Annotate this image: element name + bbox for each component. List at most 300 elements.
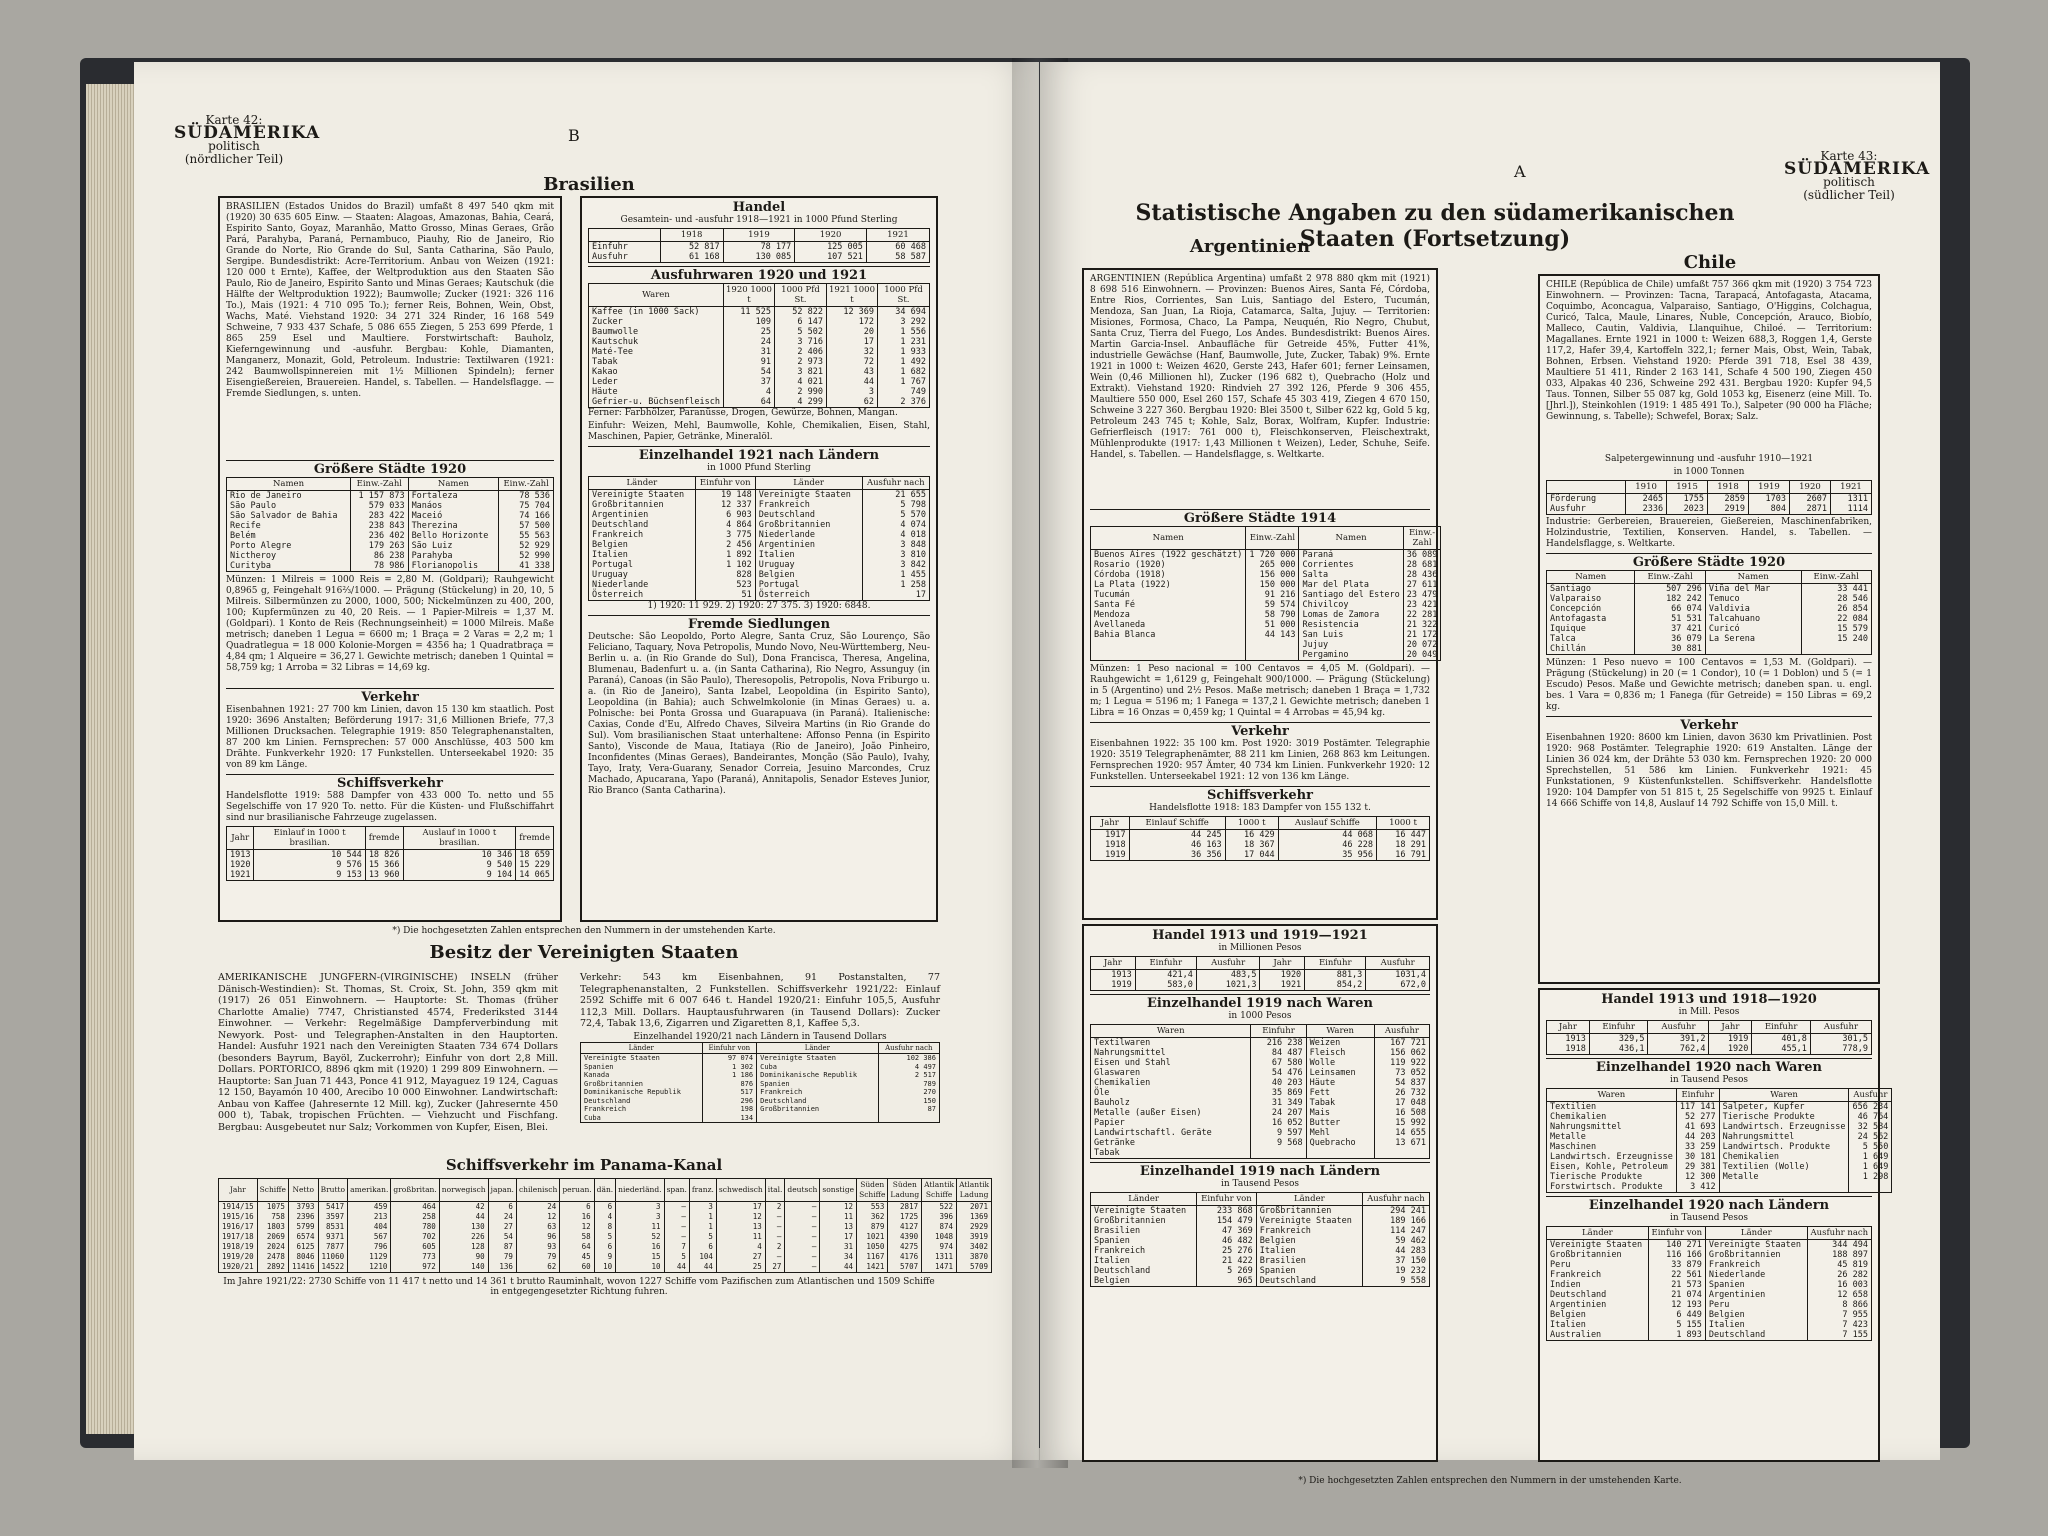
table-cell: 421,4 xyxy=(1135,970,1196,981)
table-cell: 54 xyxy=(723,367,774,377)
table-cell: 3 775 xyxy=(695,530,755,540)
table-row xyxy=(1091,580,1441,590)
table-cell: 8046 xyxy=(288,1252,318,1262)
table-cell: Buenos Aires (1922 geschätzt) xyxy=(1091,550,1246,561)
table-cell: 2 456 xyxy=(695,540,755,550)
table-cell: 25 276 xyxy=(1197,1246,1257,1256)
table-cell: 1167 xyxy=(857,1252,888,1262)
table-cell: Metalle xyxy=(1547,1132,1677,1142)
table-cell: Metalle (außer Eisen) xyxy=(1091,1108,1251,1118)
table-header-cell: Einfuhr von xyxy=(695,477,755,490)
table-cell: 51 000 xyxy=(1246,620,1299,630)
table-cell: 62 xyxy=(516,1262,559,1273)
table-cell: 455,1 xyxy=(1752,1044,1811,1055)
table-cell: Jujuy xyxy=(1299,640,1403,650)
table-header-cell: Waren xyxy=(1719,1089,1849,1102)
table-cell: 12 300 xyxy=(1676,1172,1719,1182)
handel-sub: Gesamtein- und -ausfuhr 1918—1921 in 1000 Pfund Sterling xyxy=(620,215,898,225)
table-cell: 1920/21 xyxy=(219,1262,258,1273)
table-cell: Maté-Tee xyxy=(589,347,724,357)
ausfuhr-table xyxy=(588,283,930,408)
chile-salp-table xyxy=(1546,480,1872,515)
table-cell: 28 436 xyxy=(1403,570,1441,580)
table-cell: 2071 xyxy=(957,1202,992,1213)
brasilien-schiff-table xyxy=(226,826,554,881)
table-cell: Indien xyxy=(1547,1280,1649,1290)
table-cell: Frankreich xyxy=(1705,1260,1807,1270)
table-cell: Niederlande xyxy=(755,530,862,540)
table-cell: 22 561 xyxy=(1648,1270,1705,1280)
besitz-title: Besitz der Vereinigten Staaten xyxy=(429,942,739,963)
table-cell: 134 xyxy=(702,1114,757,1123)
right-title: Statistische Angaben zu den südamerikanischen Staaten (Fortsetzung) xyxy=(1135,200,1735,252)
table-cell: 28 681 xyxy=(1403,560,1441,570)
chile-staedte-title: Größere Städte 1920 xyxy=(1546,553,1872,568)
table-cell: Niederlande xyxy=(589,580,696,590)
table-cell: 1918 xyxy=(1091,840,1130,850)
table-cell: 54 xyxy=(488,1232,516,1242)
table-cell: 2023 xyxy=(1667,504,1708,515)
arg-laender-table xyxy=(1090,1192,1430,1287)
table-cell: 778,9 xyxy=(1810,1044,1871,1055)
table-cell xyxy=(757,1114,879,1123)
table-cell: 27 xyxy=(488,1222,516,1232)
table-cell: 6 xyxy=(594,1242,616,1252)
table-cell: 52 277 xyxy=(1676,1112,1719,1122)
table-cell: 1 157 873 xyxy=(351,491,409,502)
table-cell: 656 234 xyxy=(1849,1102,1892,1113)
table-cell: 75 704 xyxy=(499,501,554,511)
table-cell: 14 655 xyxy=(1374,1128,1429,1138)
table-cell: 5707 xyxy=(888,1262,922,1273)
table-cell: Österreich xyxy=(755,590,862,601)
table-row xyxy=(1547,1152,1892,1162)
table-cell: 1917/18 xyxy=(219,1232,258,1242)
table-cell: Frankreich xyxy=(589,530,696,540)
table-cell: 30 881 xyxy=(1635,644,1705,655)
table-cell: 45 819 xyxy=(1807,1260,1871,1270)
table-cell: San Luis xyxy=(1299,630,1403,640)
table-cell: 804 xyxy=(1749,504,1790,515)
table-cell: 47 369 xyxy=(1197,1226,1257,1236)
table-header-cell: Einfuhr xyxy=(1305,957,1366,970)
table-cell: 31 xyxy=(820,1242,857,1252)
table-cell: 3 xyxy=(826,387,877,397)
table-row xyxy=(1091,1246,1430,1256)
table-header-cell: Ausfuhr nach xyxy=(862,477,929,490)
table-cell: 128 xyxy=(439,1242,488,1252)
besitz-right-text: Verkehr: 543 km Eisenbahnen, 91 Postanstalten, 77 Telegraphenanstalten, 2 Funkstellen. Schiffsverkehr 1921/22: Einlauf 2592 Schiffe mit 6 007 646 t. Handel 1920/21: Einfuhr 105,5, Ausfuhr 112,3 Mill. Dollars. Hauptausfuhrwaren (in Tausend Dollars): Zucker 72,4, Tabak 13,6, Zigarren und Zigaretten 8,1, Kaffee 5,3. xyxy=(580,972,940,1029)
table-cell: Mar del Plata xyxy=(1299,580,1403,590)
table-cell: Textilien (Wolle) xyxy=(1719,1162,1849,1172)
table-cell: 1 649 xyxy=(1849,1162,1892,1172)
table-cell: Landwirtschaftl. Geräte xyxy=(1091,1128,1251,1138)
chile-salp-title: Salpetergewinnung und -ausfuhr 1910—1921 xyxy=(1604,454,1814,464)
table-cell: Vereinigte Staaten xyxy=(755,490,862,501)
table-cell: 17 xyxy=(716,1202,765,1213)
table-cell: Häute xyxy=(589,387,724,397)
table-cell: 1210 xyxy=(348,1262,391,1273)
table-cell: 5 798 xyxy=(862,500,929,510)
table-cell: 52 xyxy=(616,1232,664,1242)
table-cell: Vereinigte Staaten xyxy=(1547,1240,1649,1251)
table-cell: 7877 xyxy=(318,1242,348,1252)
table-cell: 64 xyxy=(723,397,774,408)
table-cell: 1917 xyxy=(1091,830,1130,841)
table-cell: Spanien xyxy=(1256,1266,1362,1276)
table-header-cell: Länder xyxy=(1547,1227,1649,1240)
table-cell: 583,0 xyxy=(1135,980,1196,991)
table-header-cell: Ausfuhr xyxy=(1196,957,1260,970)
table-header-cell: Jahr xyxy=(1547,1021,1590,1034)
table-cell: 1919/20 xyxy=(219,1252,258,1262)
table-cell: 5799 xyxy=(288,1222,318,1232)
table-cell: Belgien xyxy=(755,570,862,580)
table-cell: 23 479 xyxy=(1403,590,1441,600)
table-cell: Deutschland xyxy=(1091,1266,1197,1276)
table-header-cell: Einw.-Zahl xyxy=(1801,571,1871,584)
table-cell: 24 207 xyxy=(1251,1108,1306,1118)
table-row xyxy=(227,870,554,881)
table-cell: 2024 xyxy=(257,1242,288,1252)
table-header-cell: sonstige xyxy=(820,1179,857,1202)
table-row xyxy=(227,541,554,551)
table-cell: 9 xyxy=(594,1252,616,1262)
table-cell: 182 242 xyxy=(1635,594,1705,604)
table-cell: Argentinien xyxy=(1547,1300,1649,1310)
table-cell: 879 xyxy=(857,1222,888,1232)
table-cell: 7 xyxy=(664,1242,689,1252)
table-cell: 60 xyxy=(560,1262,594,1273)
table-cell: 26 854 xyxy=(1801,604,1871,614)
left-letter: B xyxy=(568,126,580,145)
table-header-cell: Namen xyxy=(1299,527,1403,550)
table-header-cell: 1920 xyxy=(795,229,867,242)
table-cell: Vereinigte Staaten xyxy=(589,490,696,501)
table-cell: 91 xyxy=(723,357,774,367)
table-cell: Landwirtsch. Produkte xyxy=(1719,1142,1849,1152)
table-cell: 54 837 xyxy=(1374,1078,1429,1088)
table-cell: Forstwirtsch. Produkte xyxy=(1547,1182,1677,1193)
table-row xyxy=(1547,604,1872,614)
table-cell: Belgien xyxy=(589,540,696,550)
table-cell: 974 xyxy=(922,1242,957,1252)
table-row xyxy=(1547,1250,1872,1260)
table-cell: 18 826 xyxy=(365,850,403,861)
table-cell: Valparaiso xyxy=(1547,594,1635,604)
table-cell: 24 xyxy=(516,1202,559,1213)
table-cell: 1048 xyxy=(922,1232,957,1242)
table-header-cell: 1919 xyxy=(723,229,795,242)
table-cell: 14 065 xyxy=(516,870,554,881)
right-sub1: politisch xyxy=(1823,175,1875,189)
arg-muenzen: Münzen: 1 Peso nacional = 100 Centavos = 4,05 M. (Goldpari). — Rauhgewicht = 1,6129 g, Feingehalt 900/1000. — Prägung (Stückelung) in 5 (Argentino) und 2½ Pesos. Maße metrisch; daneben 1 Braça = 1,732 m; 1 Legua = 5196 m; 1 Fanega = 137,2 l. Gewichte metrisch; daneben 1 Libra = 16 Onzas = 0,459 kg; 1 Quintal = 4 Arrobas = 45,94 kg. xyxy=(1090,664,1430,718)
table-cell: Salta xyxy=(1299,570,1403,580)
table-cell: Brasilien xyxy=(1091,1226,1197,1236)
table-cell: 2396 xyxy=(288,1212,318,1222)
table-cell: 74 166 xyxy=(499,511,554,521)
table-row xyxy=(219,1202,992,1213)
table-cell: 3 842 xyxy=(862,560,929,570)
table-cell: 87 xyxy=(488,1242,516,1252)
table-cell: Großbritannien xyxy=(755,520,862,530)
right-map-header xyxy=(1784,149,1931,202)
table-row xyxy=(1547,1330,1872,1341)
table-cell: 37 421 xyxy=(1635,624,1705,634)
chile-muenzen: Münzen: 1 Peso nuevo = 100 Centavos = 1,53 M. (Goldpari). — Prägung (Stückelung) in 20 (= 1 Condor), 10 (= 1 Doblon) und 5 (= 1 Escudo) Pesos. Maße und Gewichte metrisch; daneben span. u. engl. bes. 1 Vara = 0,836 m; 1 Fanega (für Getreide) = 150 Libras = 69,2 kg. xyxy=(1546,658,1872,712)
brasilien-verkehr-text: Eisenbahnen 1921: 27 700 km Linien, davon 15 130 km staatlich. Post 1920: 3696 Anstalten; Beförderung 1917: 31,6 Millionen Briefe, 77,3 Millionen Drucksachen. Telegraphie 1919: 850 Telegraphenanstalten, 87 200 km Linien. Fernsprechen: 57 000 Anschlüsse, 403 500 km Drähte. Funkverkehr 1920: 17 Funkstellen. Unterseekabel 1920: 35 von 89 km Länge. xyxy=(226,705,554,770)
table-header-cell: Einfuhr von xyxy=(702,1042,757,1054)
table-cell: 96 xyxy=(516,1232,559,1242)
table-cell: Rosario (1920) xyxy=(1091,560,1246,570)
table-row xyxy=(581,1088,940,1097)
right-letter: A xyxy=(1514,162,1526,181)
table-cell: 5 570 xyxy=(862,510,929,520)
table-cell xyxy=(1091,640,1246,650)
table-cell: 16 508 xyxy=(1374,1108,1429,1118)
einzel-title: Einzelhandel 1921 nach Ländern xyxy=(588,446,930,461)
table-header-cell: Ausfuhr xyxy=(1810,1021,1871,1034)
table-cell: Fortaleza xyxy=(408,491,499,502)
table-cell: 5 xyxy=(664,1252,689,1262)
table-cell: 7 955 xyxy=(1807,1310,1871,1320)
table-cell: 672,0 xyxy=(1366,980,1430,991)
table-cell: Paraná xyxy=(1299,550,1403,561)
table-header-cell: niederländ. xyxy=(616,1179,664,1202)
table-cell: 3919 xyxy=(957,1232,992,1242)
table-cell: 44 xyxy=(664,1262,689,1273)
table-cell: 3 821 xyxy=(775,367,827,377)
table-header-cell: Jahr xyxy=(227,827,254,850)
table-cell: Spanien xyxy=(581,1063,703,1072)
table-cell: 2 990 xyxy=(775,387,827,397)
table-cell: 567 xyxy=(348,1232,391,1242)
table-row xyxy=(227,521,554,531)
table-header-cell: Einlauf in 1000 t brasilian. xyxy=(254,827,365,850)
table-cell: Kakao xyxy=(589,367,724,377)
table-cell: Frankreich xyxy=(581,1105,703,1114)
table-cell: 2859 xyxy=(1708,494,1749,505)
table-cell: 16 429 xyxy=(1225,830,1278,841)
table-cell: 11 xyxy=(616,1222,664,1232)
table-cell: 19 232 xyxy=(1362,1266,1429,1276)
table-cell: 1021 xyxy=(857,1232,888,1242)
table-cell: Lomas de Zamora xyxy=(1299,610,1403,620)
table-cell: 33 879 xyxy=(1648,1260,1705,1270)
arg-handel-table xyxy=(1090,956,1430,991)
table-cell: 44 xyxy=(439,1212,488,1222)
left-footnote: *) Die hochgesetzten Zahlen entsprechen den Nummern in der umstehenden Karte. xyxy=(392,926,776,936)
table-row xyxy=(1091,1098,1430,1108)
table-cell: 1725 xyxy=(888,1212,922,1222)
table-cell: 27 xyxy=(716,1252,765,1262)
table-header-cell: Einw.-Zahl xyxy=(1246,527,1299,550)
table-cell: 3 412 xyxy=(1676,1182,1719,1193)
einzel-foot: 1) 1920: 11 929. 2) 1920: 27 375. 3) 1920: 6848. xyxy=(647,601,871,611)
table-cell: Spanien xyxy=(757,1080,879,1089)
table-cell: 6 xyxy=(488,1202,516,1213)
table-cell: Eisen und Stahl xyxy=(1091,1058,1251,1068)
chile-waren-sub: in Tausend Pesos xyxy=(1670,1075,1748,1085)
table-row xyxy=(1091,1128,1430,1138)
table-row xyxy=(1091,1256,1430,1266)
table-cell: Belgien xyxy=(1091,1276,1197,1287)
table-cell: 1918 xyxy=(1547,1044,1590,1055)
table-cell: Tierische Produkte xyxy=(1719,1112,1849,1122)
table-row xyxy=(1547,1182,1892,1193)
table-cell: Tabak xyxy=(1091,1148,1251,1159)
arg-handel-sub: in Millionen Pesos xyxy=(1218,943,1302,953)
table-header-cell: Süden Ladung xyxy=(888,1179,922,1202)
table-cell: 965 xyxy=(1197,1276,1257,1287)
table-cell: Ausfuhr xyxy=(1547,504,1626,515)
table-row xyxy=(1091,640,1441,650)
right-sub2: (südlicher Teil) xyxy=(1803,188,1895,202)
table-row xyxy=(1547,624,1872,634)
table-cell: Tierische Produkte xyxy=(1547,1172,1677,1182)
table-cell: 15 992 xyxy=(1374,1118,1429,1128)
table-cell: 44 203 xyxy=(1676,1132,1719,1142)
table-cell: 44 245 xyxy=(1129,830,1225,841)
table-cell: Portugal xyxy=(755,580,862,590)
table-cell: 2 xyxy=(765,1242,785,1252)
table-cell: 16 791 xyxy=(1376,850,1429,861)
table-cell: 9 558 xyxy=(1362,1276,1429,1287)
chile-handel-box xyxy=(1538,988,1889,1462)
table-cell: 1803 xyxy=(257,1222,288,1232)
table-cell: 2478 xyxy=(257,1252,288,1262)
table-cell: Bauholz xyxy=(1091,1098,1251,1108)
table-cell: Italien xyxy=(1705,1320,1807,1330)
table-cell: Chivilcoy xyxy=(1299,600,1403,610)
table-cell: 3 848 xyxy=(862,540,929,550)
table-cell: 2929 xyxy=(957,1222,992,1232)
table-cell: Mehl xyxy=(1306,1128,1374,1138)
table-header-cell: Ausfuhr xyxy=(1849,1089,1892,1102)
table-cell: — xyxy=(765,1222,785,1232)
table-header-cell: Länder xyxy=(589,477,696,490)
arg-verkehr-title: Verkehr xyxy=(1090,722,1430,737)
table-cell: 4 074 xyxy=(862,520,929,530)
table-cell: 6 147 xyxy=(775,317,827,327)
table-row xyxy=(227,551,554,561)
table-cell: 130 085 xyxy=(723,252,795,263)
table-cell: 41 338 xyxy=(499,561,554,572)
table-cell: 796 xyxy=(348,1242,391,1252)
table-cell: Frankreich xyxy=(757,1088,879,1097)
table-cell: Frankreich xyxy=(1091,1246,1197,1256)
table-cell: Spanien xyxy=(1705,1280,1807,1290)
table-cell: 4 864 xyxy=(695,520,755,530)
table-cell: 9 568 xyxy=(1251,1138,1306,1148)
table-row xyxy=(589,307,930,318)
table-header-cell: Einlauf Schiffe xyxy=(1129,817,1225,830)
einzel-table xyxy=(588,476,930,601)
table-header-cell: Namen xyxy=(1547,571,1635,584)
chile-handel-title: Handel 1913 und 1918—1920 xyxy=(1601,992,1817,1007)
table-cell: Resistencia xyxy=(1299,620,1403,630)
table-cell: Córdoba (1918) xyxy=(1091,570,1246,580)
table-cell: 1 xyxy=(689,1212,716,1222)
table-cell: Tucumán xyxy=(1091,590,1246,600)
table-row xyxy=(1091,1206,1430,1217)
table-cell: 1 556 xyxy=(878,327,930,337)
table-cell: 10 xyxy=(594,1262,616,1273)
table-cell: 58 587 xyxy=(866,252,929,263)
table-cell: 4 018 xyxy=(862,530,929,540)
table-row xyxy=(1547,1034,1872,1045)
table-cell: 15 579 xyxy=(1801,624,1871,634)
table-row xyxy=(1547,584,1872,595)
table-cell: 15 366 xyxy=(365,860,403,870)
table-cell: 780 xyxy=(391,1222,439,1232)
table-row xyxy=(1091,1226,1430,1236)
brasilien-verkehr-title: Verkehr xyxy=(226,688,554,703)
table-cell: 29 381 xyxy=(1676,1162,1719,1172)
table-cell: 167 721 xyxy=(1374,1038,1429,1049)
arg-schiff-table xyxy=(1090,816,1430,861)
table-cell: 3597 xyxy=(318,1212,348,1222)
table-row xyxy=(589,570,930,580)
panama-table xyxy=(218,1178,992,1273)
table-row xyxy=(1547,494,1872,505)
table-cell: 3 292 xyxy=(878,317,930,327)
table-cell: Vereinigte Staaten xyxy=(1705,1240,1807,1251)
table-cell: 1369 xyxy=(957,1212,992,1222)
table-cell: Kaffee (in 1000 Sack) xyxy=(589,307,724,318)
arg-schiff-title: Schiffsverkehr xyxy=(1090,786,1430,801)
table-row xyxy=(1091,570,1441,580)
table-row xyxy=(1091,650,1441,661)
chile-industrie: Industrie: Gerbereien, Brauereien, Gießereien, Maschinenfabriken, Holzindustrie, Textilien, Konserven. Handel, s. Tabellen. — Handelsflagge, s. Weltkarte. xyxy=(1546,517,1872,549)
chile-title: Chile xyxy=(1683,252,1737,273)
table-row xyxy=(1547,1270,1872,1280)
table-cell: 52 990 xyxy=(499,551,554,561)
table-cell: 51 531 xyxy=(1635,614,1705,624)
table-cell: 25 xyxy=(716,1262,765,1273)
table-cell: 6125 xyxy=(288,1242,318,1252)
table-cell: 9 540 xyxy=(403,860,516,870)
table-header-cell: Waren xyxy=(589,284,724,307)
table-cell: 78 177 xyxy=(723,242,795,253)
table-row xyxy=(589,550,930,560)
table-cell: 27 611 xyxy=(1403,580,1441,590)
table-cell: Talcahuano xyxy=(1705,614,1801,624)
table-cell: Großbritannien xyxy=(1091,1216,1197,1226)
table-cell: Vereinigte Staaten xyxy=(581,1054,703,1063)
table-cell: 14522 xyxy=(318,1262,348,1273)
table-header-cell: franz. xyxy=(689,1179,716,1202)
table-row xyxy=(1547,1290,1872,1300)
table-cell xyxy=(1801,644,1871,655)
table-cell: 2817 xyxy=(888,1202,922,1213)
table-cell: 44 283 xyxy=(1362,1246,1429,1256)
brasilien-schiff-text: Handelsflotte 1919: 588 Dampfer von 433 000 To. netto und 55 Segelschiffe von 17 920 To. netto. Für die Küsten- und Flußschiffahrt sind nur brasilianische Fahrzeuge zugelassen. xyxy=(226,791,554,823)
table-cell: 59 462 xyxy=(1362,1236,1429,1246)
table-row xyxy=(1091,550,1441,561)
table-cell: Deutschland xyxy=(1705,1330,1807,1341)
table-row xyxy=(227,561,554,572)
table-cell: Deutschland xyxy=(1256,1276,1362,1287)
table-cell: 52 817 xyxy=(660,242,723,253)
table-cell: Chemikalien xyxy=(1719,1152,1849,1162)
table-cell: Nahrungsmittel xyxy=(1719,1132,1849,1142)
table-cell: Italien xyxy=(1547,1320,1649,1330)
table-cell: 1919 xyxy=(1091,850,1130,861)
siedl-title: Fremde Siedlungen xyxy=(588,615,930,630)
brasilien-handel-box xyxy=(580,196,938,922)
table-cell: 1031,4 xyxy=(1366,970,1430,981)
